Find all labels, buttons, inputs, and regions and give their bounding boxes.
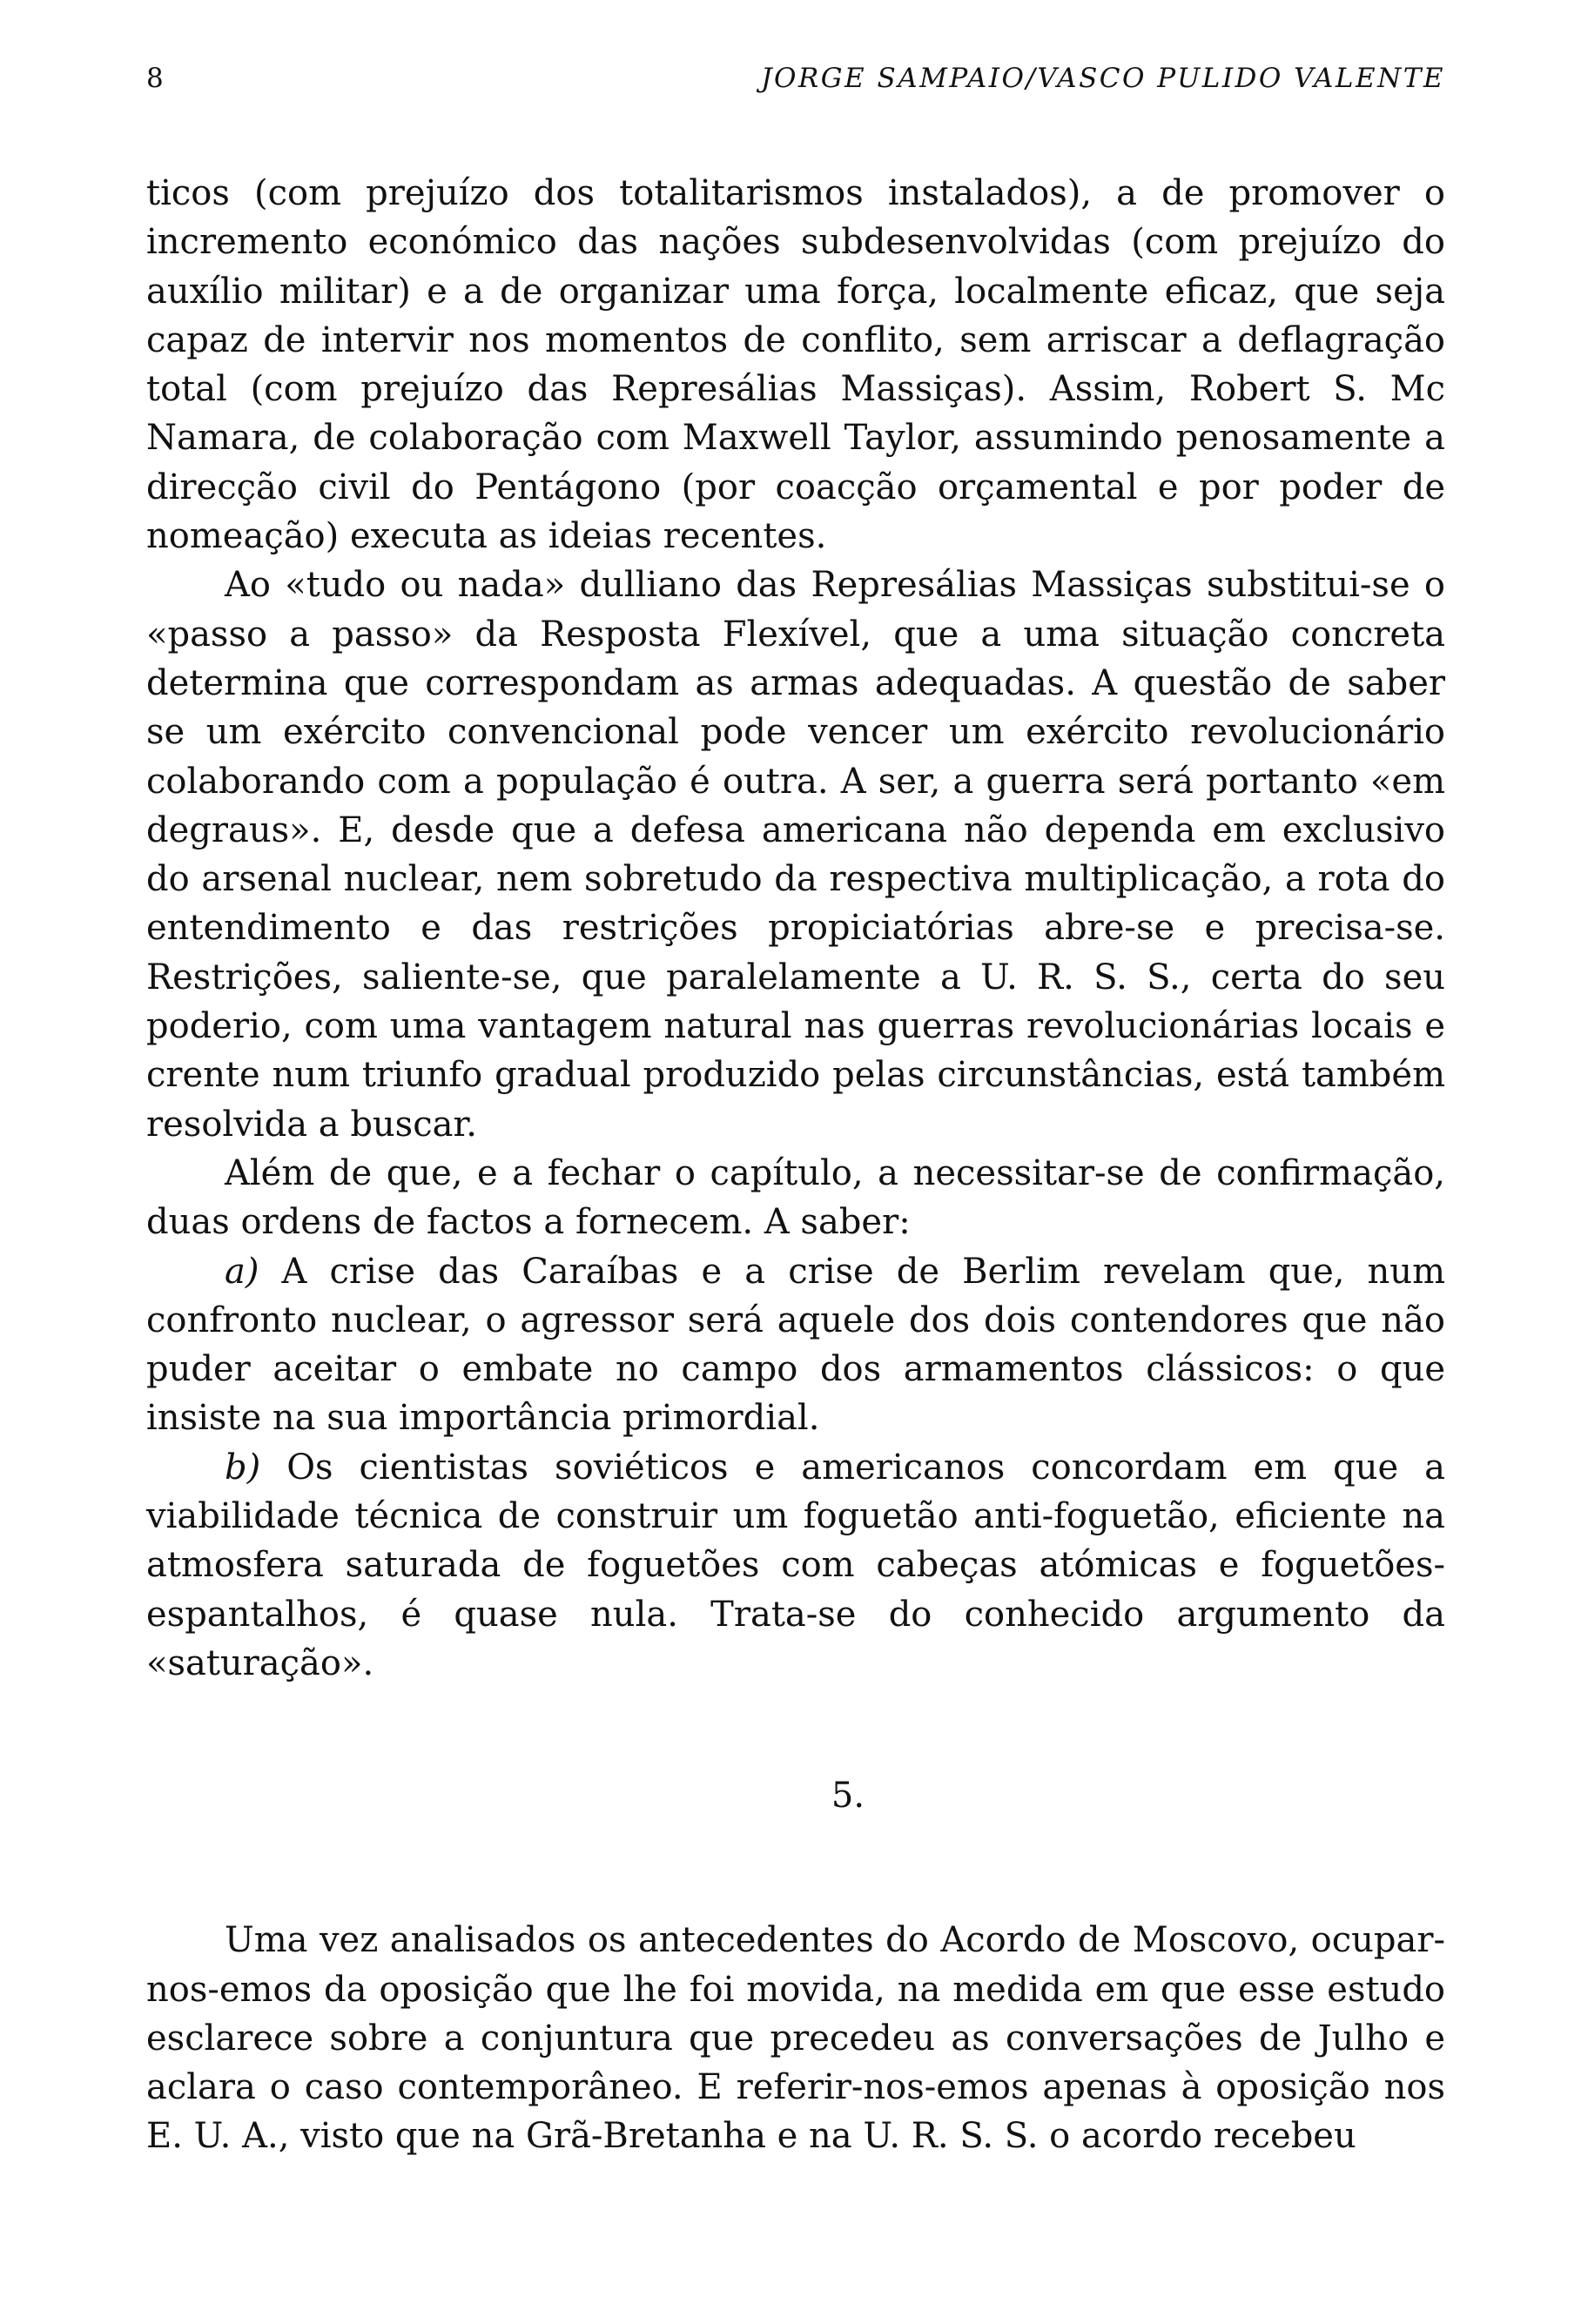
running-title: JORGE SAMPAIO/VASCO PULIDO VALENTE xyxy=(761,63,1445,94)
paragraph-continued: ticos (com prejuízo dos totalitarismos instalados), a de promover o incremento económico das nações subdesenvolvidas (com prejuízo do auxílio militar) e a de organizar uma força, localmente eficaz, que seja capaz de intervir nos momentos de conflito, sem arriscar a deflagração total (com prejuízo das Represálias Massiças). Assim, Robert S. Mc Namara, de colaboração com Maxwell Taylor, assumindo penosamente a direcção civil do Pentágono (por coacção orçamental e por poder de nomeação) executa as ideias recentes. xyxy=(146,173,1445,557)
list-item-b xyxy=(146,1443,1445,1688)
list-item-a xyxy=(146,1247,1445,1443)
paragraph-opposition: Uma vez analisados os antecedentes do Acordo de Moscovo, ocupar-nos-emos da oposição que lhe foi movida, na medida em que esse estudo esclarece sobre a conjuntura que precedeu as conversações de Julho e aclara o caso contemporâneo. E referir-nos-emos apenas à oposição nos E. U. A., visto que na Grã-Bretanha e na U. R. S. S. o acordo recebeu xyxy=(146,1920,1445,2157)
document-page xyxy=(146,63,1445,2161)
section-number: 5. xyxy=(831,1776,865,1817)
page-number: 8 xyxy=(146,63,164,94)
list-item-b-label: b) xyxy=(225,1447,261,1488)
running-head xyxy=(146,63,1445,97)
list-item-a-text: A crise das Caraíbas e a crise de Berlim revelam que, num confronto nuclear, o agressor será aquele dos dois contendores que não puder aceitar o embate no campo dos armamentos clássicos: o que insiste na sua importância primordial. xyxy=(146,1251,1445,1439)
paragraph-confirmation: Além de que, e a fechar o capítulo, a necessitar-se de confirmação, duas ordens de factos a fornecem. A saber: xyxy=(146,1152,1445,1243)
list-item-a-label: a) xyxy=(225,1251,259,1292)
paragraph-flexible-response: Ao «tudo ou nada» dulliano das Represálias Massiças substitui-se o «passo a passo» da Resposta Flexível, que a uma situação concreta determina que correspondam as armas adequadas. A questão de saber se um exército convencional pode vencer um exército revolucionário colaborando com a população é outra. A ser, a guerra será portanto «em degraus». E, desde que a defesa americana não dependa em exclusivo do arsenal nuclear, nem sobretudo da respectiva multiplicação, a rota do entendimento e das restrições propiciatórias abre-se e precisa-se. Restrições, saliente-se, que paralelamente a U. R. S. S., certa do seu poderio, com uma vantagem natural nas guerras revolucionárias locais e crente num triunfo gradual produzido pelas circunstâncias, está também resolvida a buscar. xyxy=(146,565,1445,1145)
list-item-b-text: Os cientistas soviéticos e americanos concordam em que a viabilidade técnica de construir um foguetão anti-foguetão, eficiente na atmosfera saturada de foguetões com cabeças atómicas e foguetões-espantalhos, é quase nula. Trata-se do conhecido argumento da «saturação». xyxy=(146,1447,1445,1683)
